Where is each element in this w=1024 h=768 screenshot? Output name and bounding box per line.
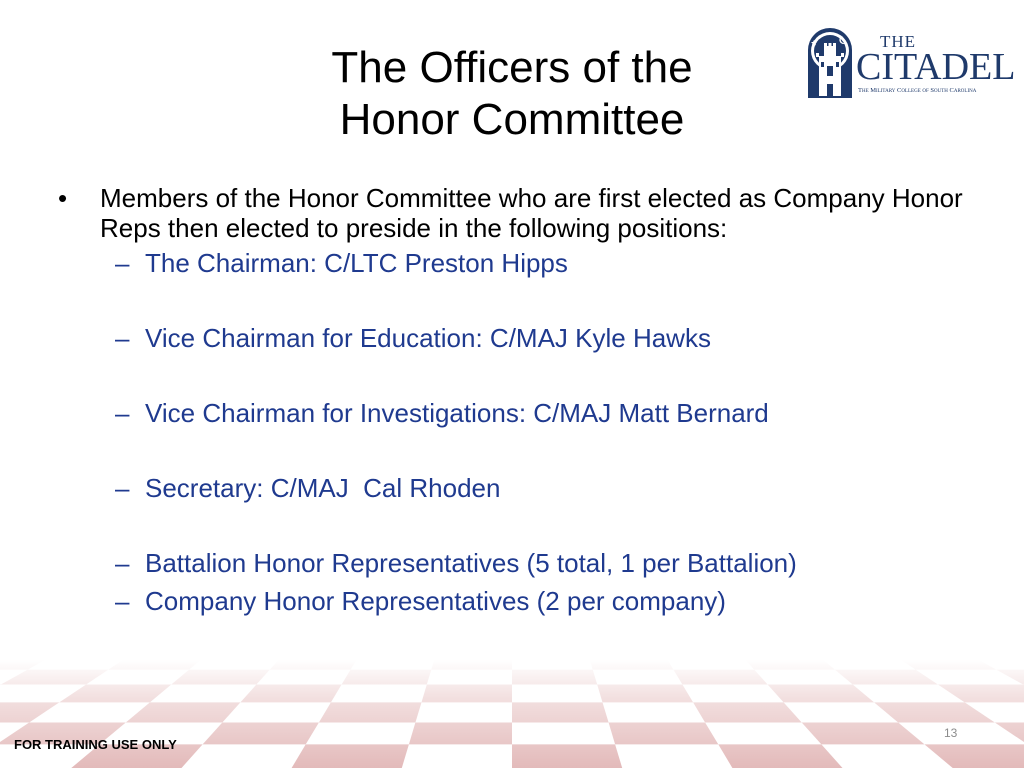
main-bullet-text: Members of the Honor Committee who are first elected as Company Honor Reps then elected to preside in the following positions: (100, 183, 963, 243)
citadel-logo (806, 26, 1014, 100)
position-item-vice-chair-education (58, 323, 968, 353)
position-item-company-reps (58, 586, 968, 616)
page-number: 13 (944, 726, 958, 740)
position-text: Vice Chairman for Education: C/MAJ Kyle Hawks (145, 323, 711, 353)
main-bullet (58, 183, 968, 243)
slide-title (212, 42, 812, 146)
position-item-chairman (58, 248, 968, 278)
dash-mark: – (115, 323, 130, 353)
position-item-battalion-reps (58, 548, 968, 578)
dash-mark: – (115, 398, 130, 428)
dash-mark: – (115, 473, 130, 503)
position-item-vice-chair-investigations (58, 398, 968, 428)
dash-mark: – (115, 248, 130, 278)
citadel-tower-seal-icon (806, 26, 854, 98)
slide-title-line-2: Honor Committee (339, 95, 685, 144)
logo-subtitle: The Military College of South Carolina (858, 87, 977, 94)
position-text: Vice Chairman for Investigations: C/MAJ Matt Bernard (145, 398, 769, 428)
dash-mark: – (115, 586, 130, 616)
position-text: Secretary: C/MAJ Cal Rhoden (145, 473, 501, 503)
position-text: Battalion Honor Representatives (5 total, 1 per Battalion) (145, 548, 797, 578)
slide-title-line-1: The Officers of the (331, 43, 693, 92)
footer-training-label: FOR TRAINING USE ONLY (14, 737, 177, 752)
logo-citadel-text: CITADEL (856, 46, 1016, 88)
dash-mark: – (115, 548, 130, 578)
position-text: The Chairman: C/LTC Preston Hipps (145, 248, 568, 278)
logo-the-text: THE (880, 32, 917, 51)
position-text: Company Honor Representatives (2 per company) (145, 586, 726, 616)
positions-list (58, 248, 968, 616)
position-item-secretary (58, 473, 968, 503)
bullet-mark: • (58, 183, 68, 213)
slide-body (58, 183, 968, 616)
